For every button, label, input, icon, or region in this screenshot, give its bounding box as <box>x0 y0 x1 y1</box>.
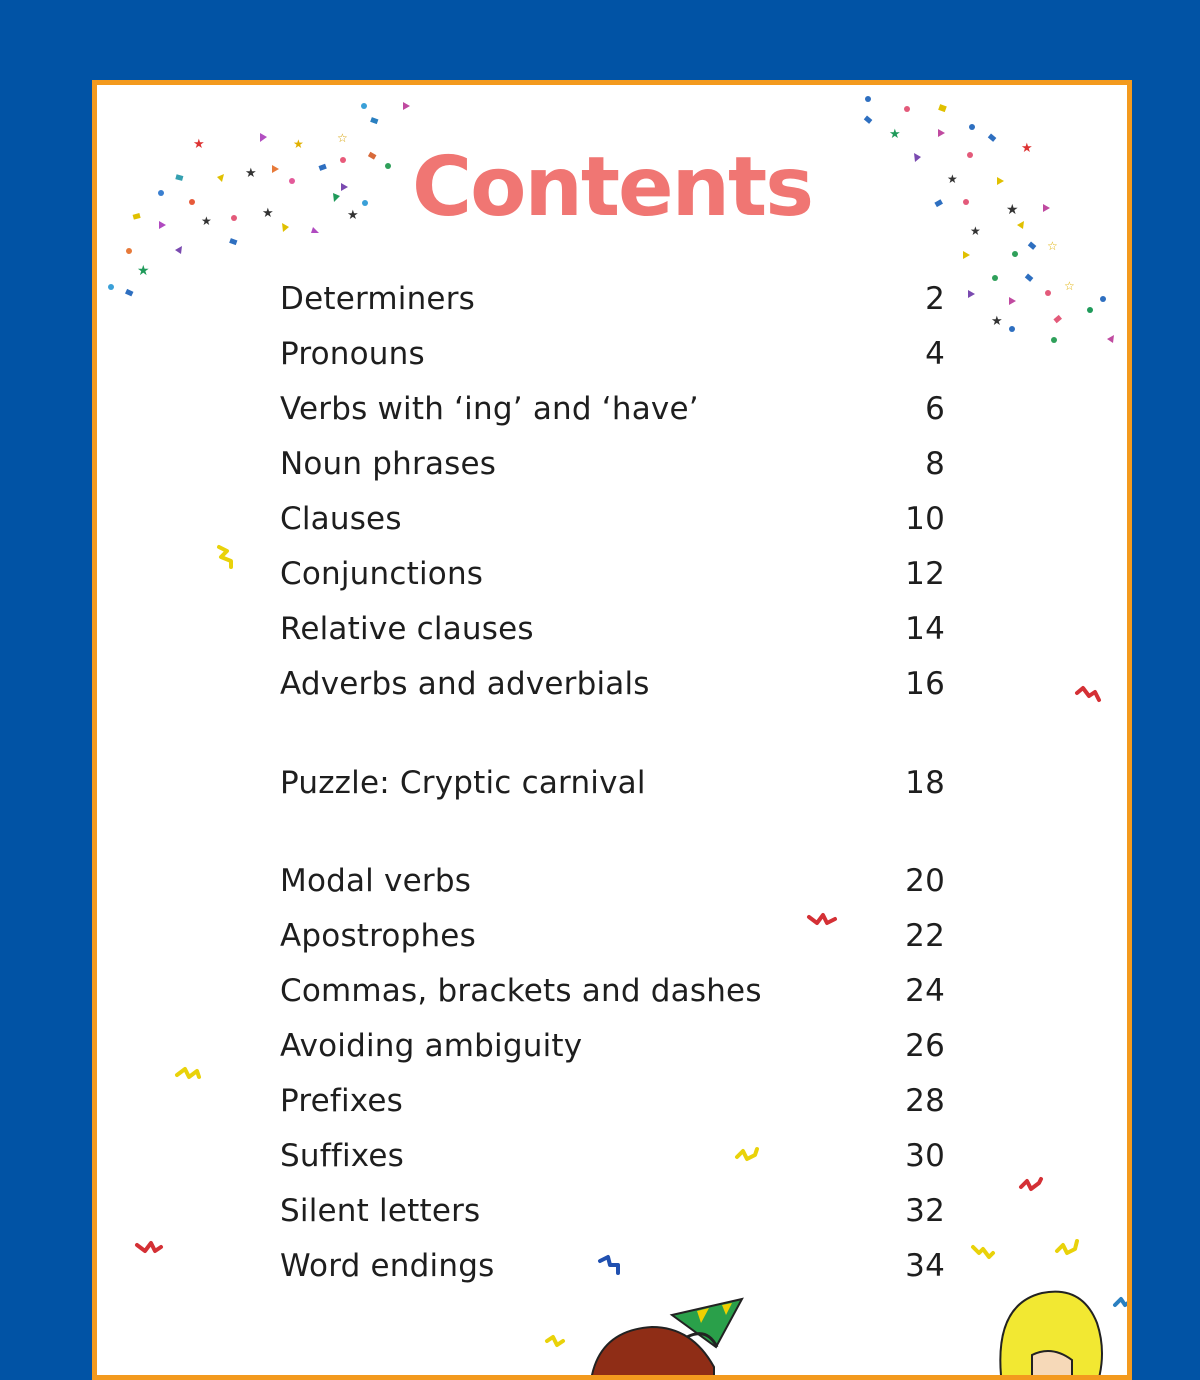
toc-entry-page-number: 2 <box>925 281 945 317</box>
toc-entry <box>280 442 945 486</box>
toc-entry <box>280 761 945 805</box>
toc-entry <box>280 969 945 1013</box>
toc-entry <box>280 1189 945 1233</box>
toc-entry-label: Commas, brackets and dashes <box>280 973 762 1009</box>
toc-entry-label: Clauses <box>280 501 402 537</box>
toc-entry <box>280 277 945 321</box>
toc-entry-label: Verbs with ‘ing’ and ‘have’ <box>280 391 699 427</box>
toc-entry <box>280 552 945 596</box>
toc-entry <box>280 662 945 706</box>
toc-entry-label: Adverbs and adverbials <box>280 666 650 702</box>
svg-text:★: ★ <box>245 166 257 181</box>
toc-entry <box>280 1244 945 1288</box>
toc-entry-label: Determiners <box>280 281 475 317</box>
toc-entry <box>280 497 945 541</box>
svg-text:★: ★ <box>293 137 304 151</box>
svg-text:★: ★ <box>347 208 359 223</box>
toc-entry-page-number: 16 <box>905 666 945 702</box>
toc-entry-page-number: 10 <box>905 501 945 537</box>
toc-entry-label: Relative clauses <box>280 611 534 647</box>
toc-entry <box>280 1134 945 1178</box>
toc-entry-label: Puzzle: Cryptic carnival <box>280 765 646 801</box>
toc-entry-label: Suffixes <box>280 1138 404 1174</box>
toc-entry-label: Silent letters <box>280 1193 481 1229</box>
toc-entry-label: Word endings <box>280 1248 495 1284</box>
toc-entry-label: Modal verbs <box>280 863 472 899</box>
toc-entry-page-number: 28 <box>905 1083 945 1119</box>
toc-entry <box>280 332 945 376</box>
party-character-boy-icon <box>592 1299 742 1380</box>
svg-text:★: ★ <box>889 127 901 142</box>
toc-entry-label: Apostrophes <box>280 918 476 954</box>
toc-entry <box>280 859 945 903</box>
toc-entry-page-number: 12 <box>905 556 945 592</box>
svg-text:☆: ☆ <box>1047 239 1058 253</box>
toc-entry-page-number: 22 <box>905 918 945 954</box>
toc-entry <box>280 1079 945 1123</box>
svg-text:★: ★ <box>1021 141 1033 156</box>
toc-entry-page-number: 20 <box>905 863 945 899</box>
toc-entry-label: Prefixes <box>280 1083 404 1119</box>
svg-text:★: ★ <box>947 172 958 186</box>
toc-entry-page-number: 30 <box>905 1138 945 1174</box>
toc-entry-label: Noun phrases <box>280 446 497 482</box>
toc-entry <box>280 607 945 651</box>
toc-entry <box>280 914 945 958</box>
toc-entry-label: Pronouns <box>280 336 425 372</box>
toc-entry-page-number: 14 <box>905 611 945 647</box>
toc-entry-page-number: 26 <box>905 1028 945 1064</box>
toc-entry-page-number: 4 <box>925 336 945 372</box>
toc-entry <box>280 387 945 431</box>
svg-text:★: ★ <box>137 263 150 279</box>
svg-text:★: ★ <box>201 214 212 228</box>
toc-entry-page-number: 18 <box>905 765 945 801</box>
svg-text:☆: ☆ <box>1064 279 1075 293</box>
toc-entry-page-number: 6 <box>925 391 945 427</box>
toc-entry-page-number: 8 <box>925 446 945 482</box>
toc-entry-page-number: 34 <box>905 1248 945 1284</box>
svg-text:★: ★ <box>1006 202 1019 218</box>
svg-text:☆: ☆ <box>337 131 348 145</box>
svg-text:★: ★ <box>991 314 1003 329</box>
svg-text:★: ★ <box>262 206 274 221</box>
svg-text:★: ★ <box>970 224 981 238</box>
toc-entry <box>280 1024 945 1068</box>
contents-page <box>92 80 1132 1380</box>
toc-entry-label: Conjunctions <box>280 556 484 592</box>
party-character-girl-icon <box>1000 1292 1102 1380</box>
toc-entry-page-number: 24 <box>905 973 945 1009</box>
svg-text:★: ★ <box>193 137 205 152</box>
toc-entry-label: Avoiding ambiguity <box>280 1028 583 1064</box>
page-title: Contents <box>411 140 813 235</box>
toc-entry-page-number: 32 <box>905 1193 945 1229</box>
